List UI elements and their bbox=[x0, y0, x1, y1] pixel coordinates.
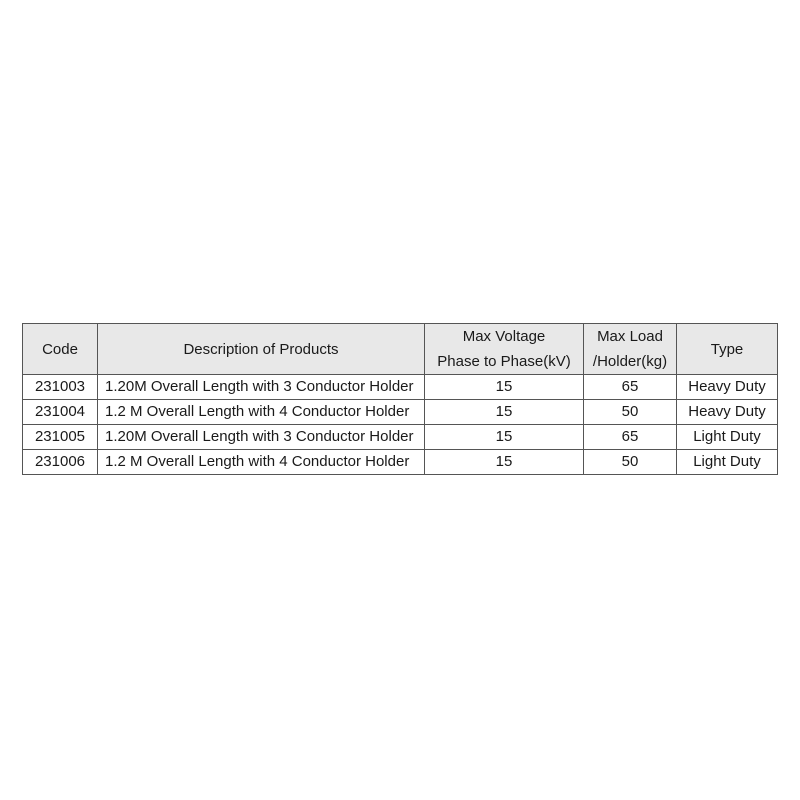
cell-description: 1.20M Overall Length with 3 Conductor Holder bbox=[98, 425, 425, 450]
cell-max-voltage: 15 bbox=[425, 400, 584, 425]
cell-max-load: 50 bbox=[584, 450, 677, 475]
cell-description: 1.2 M Overall Length with 4 Conductor Holder bbox=[98, 450, 425, 475]
header-max-load bbox=[584, 324, 677, 375]
header-max-voltage-line2: Phase to Phase(kV) bbox=[437, 353, 571, 370]
table-row bbox=[23, 450, 778, 475]
header-max-voltage-line1: Max Voltage bbox=[462, 328, 546, 345]
cell-max-load: 65 bbox=[584, 375, 677, 400]
cell-max-load: 50 bbox=[584, 400, 677, 425]
header-row bbox=[23, 324, 778, 375]
table-row bbox=[23, 400, 778, 425]
cell-description: 1.2 M Overall Length with 4 Conductor Holder bbox=[98, 400, 425, 425]
header-max-voltage bbox=[425, 324, 584, 375]
header-type: Type bbox=[677, 324, 778, 375]
cell-max-voltage: 15 bbox=[425, 425, 584, 450]
cell-max-voltage: 15 bbox=[425, 375, 584, 400]
header-max-load-line1: Max Load bbox=[597, 328, 663, 345]
cell-code: 231003 bbox=[23, 375, 98, 400]
cell-code: 231006 bbox=[23, 450, 98, 475]
product-spec-table bbox=[22, 323, 778, 475]
cell-type: Heavy Duty bbox=[677, 400, 778, 425]
cell-type: Heavy Duty bbox=[677, 375, 778, 400]
header-max-load-line2: /Holder(kg) bbox=[592, 353, 668, 370]
cell-max-voltage: 15 bbox=[425, 450, 584, 475]
cell-code: 231005 bbox=[23, 425, 98, 450]
header-description: Description of Products bbox=[98, 324, 425, 375]
cell-type: Light Duty bbox=[677, 450, 778, 475]
table-row bbox=[23, 375, 778, 400]
cell-code: 231004 bbox=[23, 400, 98, 425]
header-code: Code bbox=[23, 324, 98, 375]
table-header bbox=[23, 324, 778, 375]
cell-type: Light Duty bbox=[677, 425, 778, 450]
cell-description: 1.20M Overall Length with 3 Conductor Holder bbox=[98, 375, 425, 400]
cell-max-load: 65 bbox=[584, 425, 677, 450]
table-body bbox=[23, 375, 778, 475]
table-row bbox=[23, 425, 778, 450]
